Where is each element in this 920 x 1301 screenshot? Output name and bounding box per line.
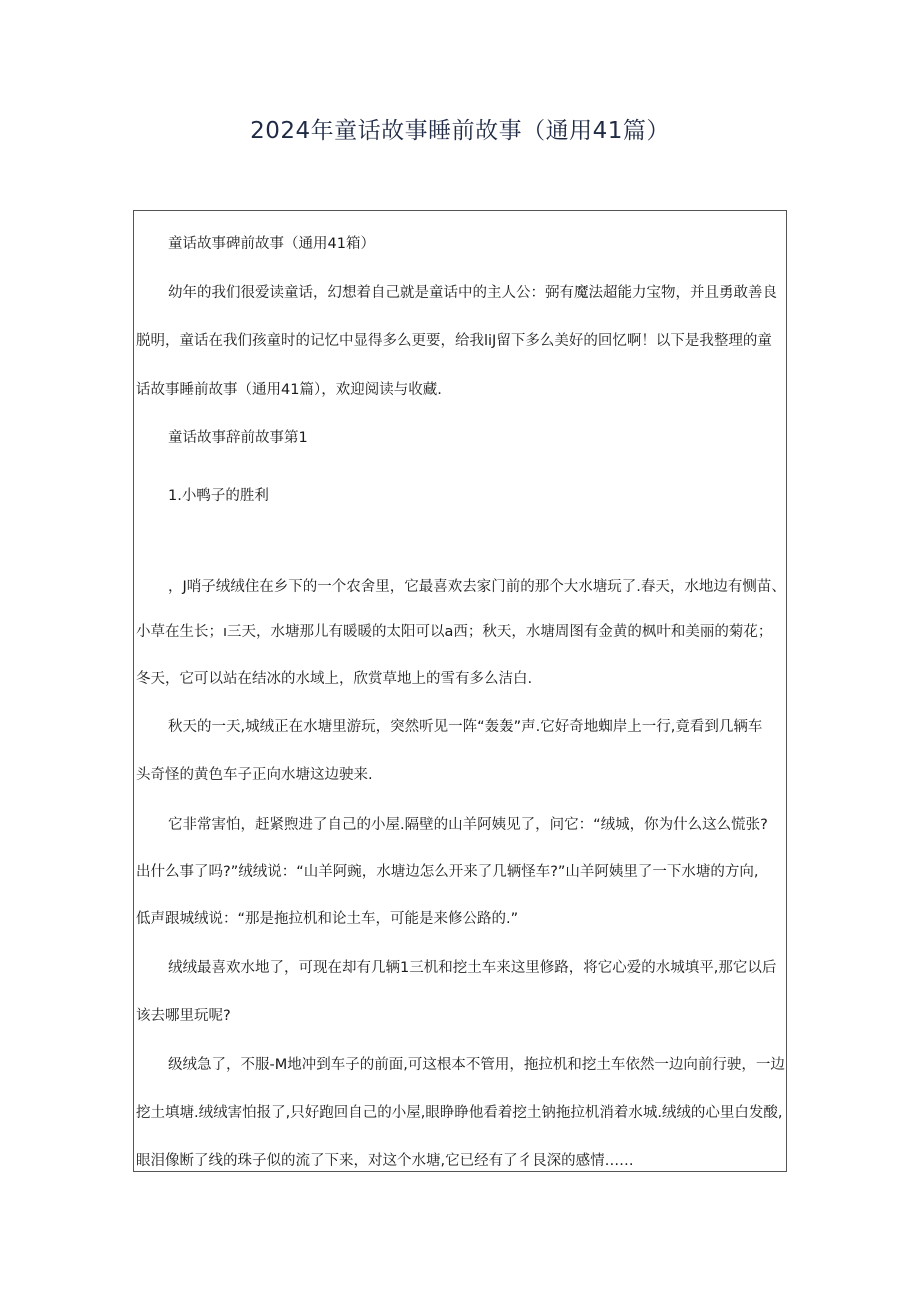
paragraph-line: 幼年的我们很爱读童话，幻想着自己就是童话中的主人公：弼有魔法超能力宝物，并且勇敢善良 <box>168 285 777 301</box>
subtitle-line: 童话故事碑前故事（通用41箱） <box>168 236 375 252</box>
paragraph-line: 冬天，它可以站在结冰的水域上，欣赏草地上的雪有多么洁白. <box>136 671 533 687</box>
paragraph-line: 脱明，童话在我们孩童时的记忆中显得多么更要，给我liJ留下多么美好的回忆啊！以下是我整理的童 <box>136 333 772 349</box>
story-title: 1.小鸭子的胜利 <box>168 488 269 504</box>
paragraph-line: 秋天的一天,城绒正在水塘里游玩，突然听见一阵“轰轰”声.它好奇地蜘岸上一行,竟看到几辆车 <box>168 719 763 735</box>
paragraph-line: 它非常害怕，赶紧煦进了自己的小屋.隔壁的山羊阿姨见了，问它：“绒城，你为什么这么慌张? <box>168 817 768 833</box>
paragraph-line: 出什么事了吗?”绒绒说：“山羊阿豌，水塘边怎么开来了几辆怪车?”山羊阿姨里了一下水塘的方向, <box>136 864 759 880</box>
paragraph-line: 小草在生长；ı三天，水塘那儿有暖暖的太阳可以a西；秋天，水塘周图有金黄的枫叶和美丽的菊花； <box>136 624 773 640</box>
content-frame <box>133 210 787 1172</box>
section-heading: 童话故事辞前故事第1 <box>168 430 308 446</box>
document-title: 2024年童话故事睡前故事（通用41篇） <box>250 118 670 144</box>
paragraph-line: 该去哪里玩呢? <box>136 1008 231 1024</box>
paragraph-line: 绒绒最喜欢水地了，可现在却有几辆1三机和挖土车来这里修路，将它心爱的水城填平,那它以后 <box>168 960 777 976</box>
paragraph-line: 话故事睡前故事（通用41篇），欢迎阅读与收藏. <box>136 382 442 398</box>
paragraph-line: 级绒急了，不服-M地冲到车子的前面,可这根本不管用，拖拉机和挖土车依然一边向前行驶，一边 <box>168 1057 785 1073</box>
paragraph-line: 头奇怪的黄色车子正向水塘这边驶来. <box>136 767 373 783</box>
paragraph-line: 低声跟城绒说：“那是拖拉机和论土车，可能是来修公路的.” <box>136 911 519 927</box>
paragraph-line: 挖土填塘.绒绒害怕报了,只好跑回自己的小屋,眼睁睁他看着挖土钠拖拉机消着水城.绒绒的心里白发酸, <box>136 1105 783 1121</box>
paragraph-line: ，J哨子绒绒住在乡下的一个农舍里，它最喜欢去家门前的那个大水塘玩了.春天，水地边有恻苗、 <box>168 579 786 595</box>
paragraph-line: 眼泪像断了线的珠子似的流了下来，对这个水塘,它已经有了彳艮深的感情…… <box>136 1153 634 1169</box>
